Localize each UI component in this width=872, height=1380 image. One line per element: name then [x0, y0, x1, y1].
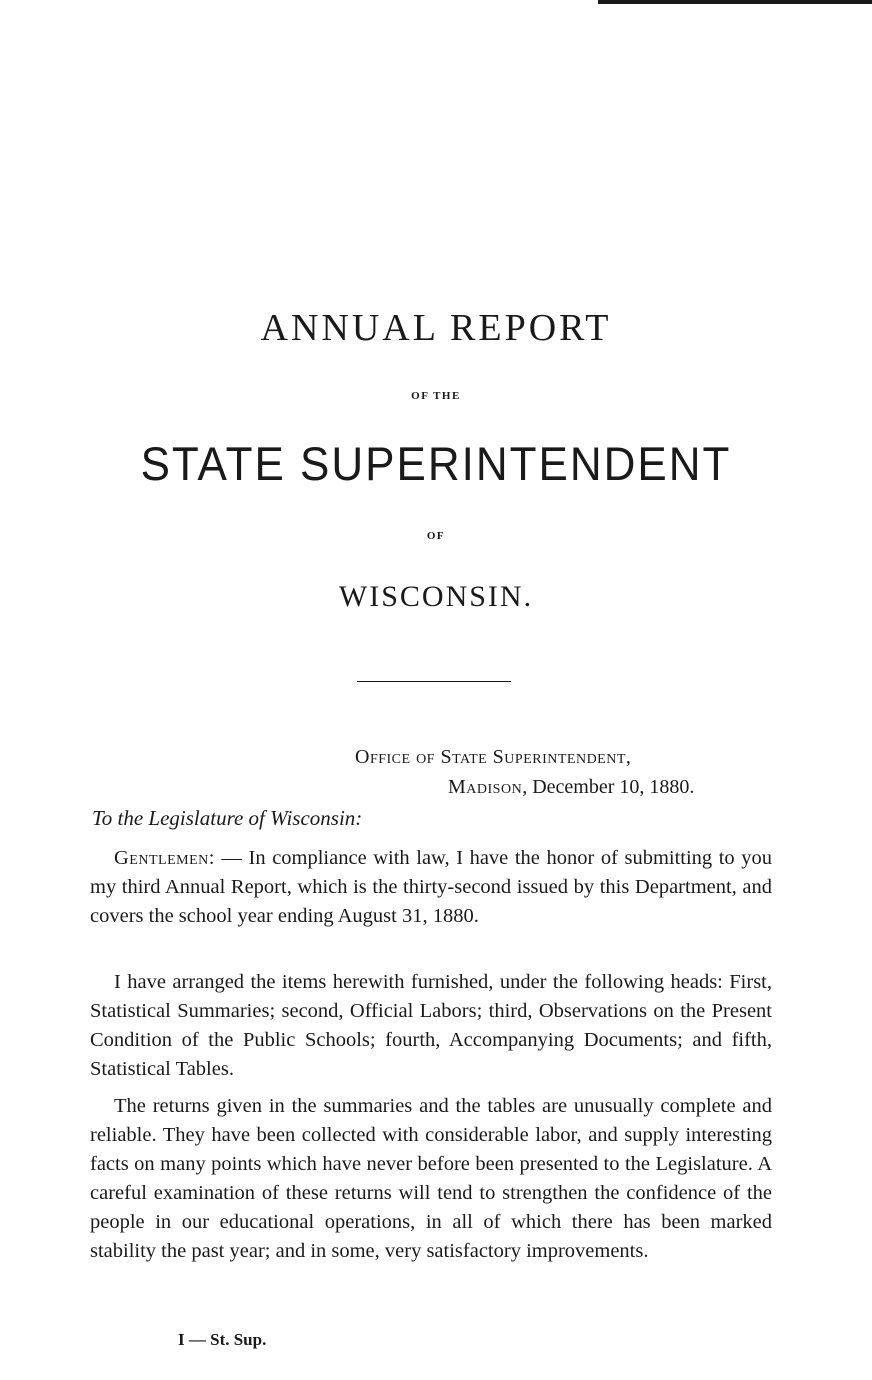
paragraph-3: The returns given in the summaries and the tables are unusually complete and reliable. They have been collected with considerable labor, and supply interesting facts on many points which have never before been presented to the Legislature. A careful examination of these returns will tend to strengthen the confidence of the people in our educational operations, in all of which there has been marked stability the past year; and in some, very satisfactory improvements.	[90, 1095, 772, 1262]
title-annual-report: ANNUAL REPORT	[260, 307, 612, 349]
title-state-superintendent: STATE SUPERINTENDENT	[140, 438, 732, 491]
date-text: , December 10, 1880.	[522, 776, 695, 798]
signature-mark: I — St. Sup.	[178, 1330, 267, 1349]
paragraph-1-text: — In compliance with law, I have the honor of submitting to you my third Annual Report, which is the thirty-second issued by this Department, and covers the school year ending August 31, 1880.	[90, 847, 772, 927]
paragraph-2: I have arranged the items herewith furnished, under the following heads: First, Statistical Summaries; second, Official Labors; third, Observations on the Present Condition of the Public Schools; fourth, Accompanying Documents; and fifth, Statistical Tables.	[90, 971, 772, 1080]
office-line: Office of State Superintendent,	[355, 746, 632, 768]
paragraph-1-lead: Gentlemen:	[114, 847, 215, 869]
title-of: OF	[426, 530, 446, 542]
title-divider	[357, 681, 511, 682]
salutation: To the Legislature of Wisconsin:	[92, 806, 363, 830]
title-of-the: OF THE	[411, 390, 461, 402]
top-edge-rule	[598, 0, 872, 4]
date-place: Madison	[448, 776, 523, 798]
paragraph-1	[90, 844, 772, 931]
title-wisconsin: WISCONSIN.	[338, 580, 534, 613]
date-line	[448, 776, 694, 799]
